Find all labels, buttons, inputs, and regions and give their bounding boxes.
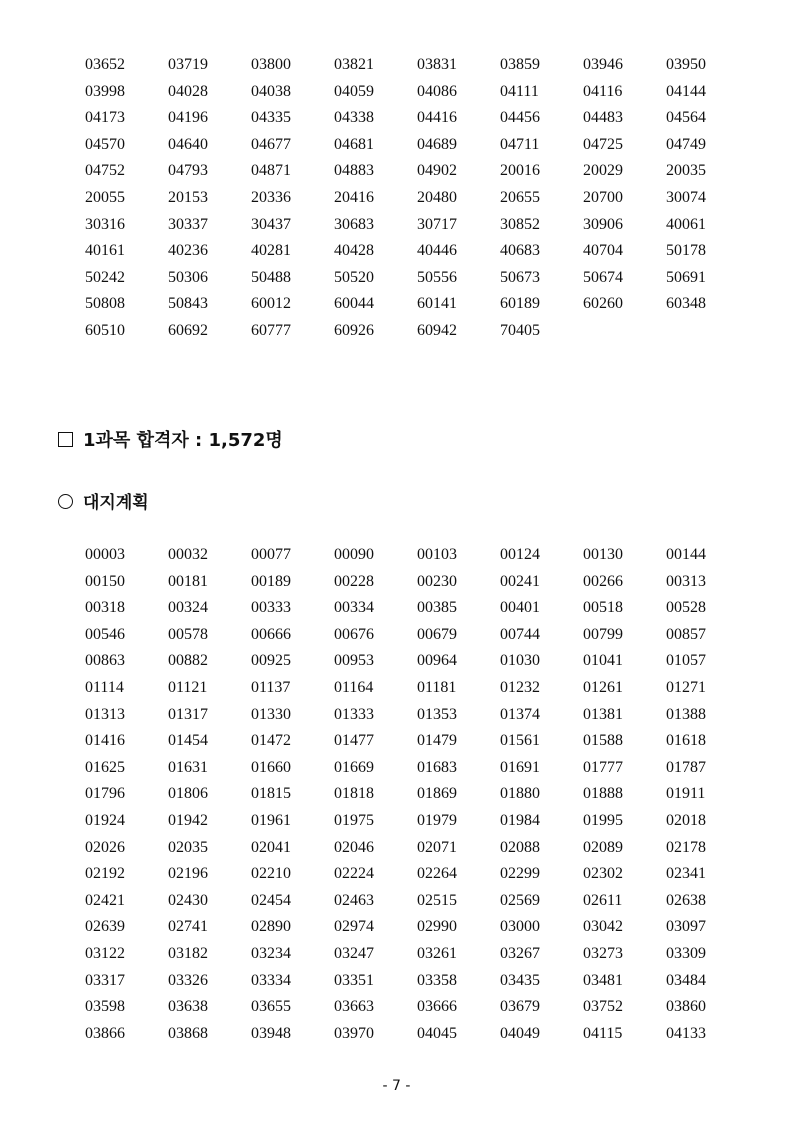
candidate-number: 04564 [666, 109, 706, 127]
candidate-number: 00318 [85, 599, 125, 617]
candidate-number: 00181 [168, 572, 208, 590]
candidate-number: 70405 [500, 321, 540, 339]
candidate-number: 02341 [666, 865, 706, 883]
candidate-number: 03821 [334, 56, 374, 73]
candidate-number: 03868 [168, 1024, 208, 1042]
candidate-number: 20029 [583, 162, 623, 180]
candidate-number: 60942 [417, 321, 457, 339]
candidate-number: 50556 [417, 268, 457, 286]
candidate-number: 00103 [417, 546, 457, 563]
candidate-number: 04115 [583, 1024, 623, 1042]
candidate-number: 30717 [417, 215, 457, 233]
page-number: - 7 - [382, 1078, 411, 1094]
candidate-number: 40704 [583, 242, 623, 260]
candidate-number: 02741 [168, 918, 208, 936]
candidate-number: 00077 [251, 546, 291, 563]
candidate-number: 40161 [85, 242, 125, 260]
candidate-number: 00189 [251, 572, 291, 590]
candidate-number: 01787 [666, 758, 706, 776]
candidate-number: 03666 [417, 998, 457, 1016]
candidate-number: 50242 [85, 268, 125, 286]
candidate-number: 50520 [334, 268, 374, 286]
candidate-number: 04640 [168, 135, 208, 153]
candidate-number: 03946 [583, 56, 623, 73]
candidate-number: 40236 [168, 242, 208, 260]
candidate-number: 02026 [85, 838, 125, 856]
candidate-number: 40061 [666, 215, 706, 233]
candidate-number: 30437 [251, 215, 291, 233]
candidate-number: 40446 [417, 242, 457, 260]
candidate-number: 03234 [251, 944, 291, 962]
candidate-number: 03655 [251, 998, 291, 1016]
candidate-number: 02088 [500, 838, 540, 856]
candidate-number: 04752 [85, 162, 125, 180]
candidate-number: 03182 [168, 944, 208, 962]
candidate-number: 03261 [417, 944, 457, 962]
candidate-number: 03970 [334, 1024, 374, 1042]
candidate-number: 01880 [500, 785, 540, 803]
candidate-number: 02264 [417, 865, 457, 883]
candidate-number: 60012 [251, 295, 291, 313]
candidate-number: 03831 [417, 56, 457, 73]
candidate-number: 03317 [85, 971, 125, 989]
candidate-number: 01691 [500, 758, 540, 776]
candidate-number: 50691 [666, 268, 706, 286]
candidate-number: 60926 [334, 321, 374, 339]
candidate-number: 00241 [500, 572, 540, 590]
candidate-number: 02569 [500, 891, 540, 909]
candidate-number: 02046 [334, 838, 374, 856]
candidate-number: 01924 [85, 811, 125, 829]
candidate-number: 01561 [500, 732, 540, 750]
candidate-number: 50673 [500, 268, 540, 286]
candidate-number: 01388 [666, 705, 706, 723]
candidate-number: 00090 [334, 546, 374, 563]
candidate-number: 04045 [417, 1024, 457, 1042]
candidate-number: 03484 [666, 971, 706, 989]
subsection-title: 대지계획 [83, 493, 149, 513]
candidate-number: 60260 [583, 295, 623, 313]
candidate-number: 04793 [168, 162, 208, 180]
candidate-number: 01114 [85, 678, 124, 696]
candidate-number: 01618 [666, 732, 706, 750]
candidate-number: 30074 [666, 188, 706, 206]
candidate-number: 01121 [168, 678, 208, 696]
candidate-number: 50488 [251, 268, 291, 286]
candidate-number: 03719 [168, 56, 208, 73]
candidate-number: 03638 [168, 998, 208, 1016]
candidate-number: 01979 [417, 811, 457, 829]
candidate-number: 02463 [334, 891, 374, 909]
candidate-number: 00228 [334, 572, 374, 590]
candidate-number: 00518 [583, 599, 623, 617]
candidate-number: 03267 [500, 944, 540, 962]
candidate-number: 60141 [417, 295, 457, 313]
candidate-number: 20035 [666, 162, 706, 180]
candidate-number: 01911 [666, 785, 706, 803]
candidate-number: 00863 [85, 652, 125, 670]
candidate-number: 01472 [251, 732, 291, 750]
candidate-number: 01869 [417, 785, 457, 803]
candidate-number: 01232 [500, 678, 540, 696]
candidate-number: 01942 [168, 811, 208, 829]
candidate-number: 03950 [666, 56, 706, 73]
candidate-number: 00964 [417, 652, 457, 670]
candidate-number: 00666 [251, 625, 291, 643]
candidate-number: 04681 [334, 135, 374, 153]
candidate-number: 02071 [417, 838, 457, 856]
candidate-number: 01374 [500, 705, 540, 723]
section-title: 1과목 합격자 : 1,572명 [83, 430, 283, 451]
candidate-number: 03859 [500, 56, 540, 73]
candidate-number: 04335 [251, 109, 291, 127]
section-heading [58, 426, 283, 452]
candidate-number: 01416 [85, 732, 125, 750]
candidate-number: 01137 [251, 678, 291, 696]
candidate-number: 00679 [417, 625, 457, 643]
candidate-number: 01261 [583, 678, 623, 696]
candidate-number: 50306 [168, 268, 208, 286]
candidate-number: 04133 [666, 1024, 706, 1042]
candidate-number: 01271 [666, 678, 706, 696]
candidate-number: 01164 [334, 678, 374, 696]
candidate-number: 01625 [85, 758, 125, 776]
candidate-number: 02192 [85, 865, 125, 883]
candidate-number: 03663 [334, 998, 374, 1016]
candidate-number-list-top [85, 52, 749, 345]
candidate-number: 04483 [583, 109, 623, 127]
candidate-number: 60510 [85, 321, 125, 339]
circle-bullet-icon [58, 494, 73, 509]
candidate-number: 04049 [500, 1024, 540, 1042]
candidate-number: 00230 [417, 572, 457, 590]
candidate-number: 00953 [334, 652, 374, 670]
candidate-number: 20336 [251, 188, 291, 206]
candidate-number: 03042 [583, 918, 623, 936]
candidate-number: 00150 [85, 572, 125, 590]
candidate-number: 00925 [251, 652, 291, 670]
candidate-number: 01660 [251, 758, 291, 776]
candidate-number: 04111 [500, 82, 539, 100]
candidate-number: 03326 [168, 971, 208, 989]
candidate-number: 00313 [666, 572, 706, 590]
candidate-number: 01057 [666, 652, 706, 670]
candidate-number: 01313 [85, 705, 125, 723]
candidate-number: 02890 [251, 918, 291, 936]
candidate-number: 20055 [85, 188, 125, 206]
candidate-number: 03122 [85, 944, 125, 962]
candidate-number: 04749 [666, 135, 706, 153]
candidate-number: 60189 [500, 295, 540, 313]
candidate-number: 01479 [417, 732, 457, 750]
candidate-number: 03598 [85, 998, 125, 1016]
candidate-number: 00032 [168, 546, 208, 563]
candidate-number: 01030 [500, 652, 540, 670]
candidate-number: 01961 [251, 811, 291, 829]
candidate-number: 03752 [583, 998, 623, 1016]
candidate-number: 04086 [417, 82, 457, 100]
candidate-number: 03800 [251, 56, 291, 73]
subsection-heading [58, 488, 149, 513]
candidate-number: 50843 [168, 295, 208, 313]
candidate-number: 04196 [168, 109, 208, 127]
candidate-number: 02089 [583, 838, 623, 856]
candidate-number: 00744 [500, 625, 540, 643]
candidate-number: 50178 [666, 242, 706, 260]
candidate-number: 03481 [583, 971, 623, 989]
candidate-number: 03358 [417, 971, 457, 989]
candidate-number: 03998 [85, 82, 125, 100]
candidate-number: 02454 [251, 891, 291, 909]
candidate-number: 00334 [334, 599, 374, 617]
candidate-number: 00676 [334, 625, 374, 643]
candidate-number: 01796 [85, 785, 125, 803]
candidate-number: 00333 [251, 599, 291, 617]
candidate-number: 04028 [168, 82, 208, 100]
candidate-number-list-bottom [85, 542, 749, 1047]
candidate-number: 20480 [417, 188, 457, 206]
candidate-number: 04902 [417, 162, 457, 180]
candidate-number: 02035 [168, 838, 208, 856]
candidate-number: 03097 [666, 918, 706, 936]
candidate-number: 03334 [251, 971, 291, 989]
candidate-number: 01777 [583, 758, 623, 776]
candidate-number: 00799 [583, 625, 623, 643]
candidate-number: 60044 [334, 295, 374, 313]
candidate-number: 01381 [583, 705, 623, 723]
candidate-number: 01333 [334, 705, 374, 723]
candidate-number: 01041 [583, 652, 623, 670]
candidate-number: 04059 [334, 82, 374, 100]
candidate-number: 02639 [85, 918, 125, 936]
candidate-number: 30683 [334, 215, 374, 233]
checkbox-square-icon [58, 432, 73, 447]
candidate-number: 30316 [85, 215, 125, 233]
candidate-number: 02421 [85, 891, 125, 909]
candidate-number: 03247 [334, 944, 374, 962]
candidate-number: 02210 [251, 865, 291, 883]
candidate-number: 02224 [334, 865, 374, 883]
candidate-number: 04570 [85, 135, 125, 153]
candidate-number: 01631 [168, 758, 208, 776]
candidate-number: 60348 [666, 295, 706, 313]
candidate-number: 01181 [417, 678, 457, 696]
candidate-number: 03652 [85, 56, 125, 73]
candidate-number: 02302 [583, 865, 623, 883]
candidate-number: 00003 [85, 546, 125, 563]
candidate-number: 04711 [500, 135, 540, 153]
candidate-number: 00857 [666, 625, 706, 643]
candidate-number: 30906 [583, 215, 623, 233]
candidate-number: 30852 [500, 215, 540, 233]
candidate-number: 01330 [251, 705, 291, 723]
candidate-number: 01984 [500, 811, 540, 829]
candidate-number: 04116 [583, 82, 623, 100]
candidate-number: 01683 [417, 758, 457, 776]
candidate-number: 30337 [168, 215, 208, 233]
candidate-number: 01477 [334, 732, 374, 750]
candidate-number: 03435 [500, 971, 540, 989]
candidate-number: 03860 [666, 998, 706, 1016]
candidate-number: 01888 [583, 785, 623, 803]
candidate-number: 03351 [334, 971, 374, 989]
candidate-number: 01454 [168, 732, 208, 750]
candidate-number: 04725 [583, 135, 623, 153]
candidate-number: 00144 [666, 546, 706, 563]
candidate-number: 04689 [417, 135, 457, 153]
candidate-number: 02196 [168, 865, 208, 883]
candidate-number: 02990 [417, 918, 457, 936]
candidate-number: 00401 [500, 599, 540, 617]
candidate-number: 01818 [334, 785, 374, 803]
candidate-number: 04338 [334, 109, 374, 127]
candidate-number: 40683 [500, 242, 540, 260]
candidate-number: 04456 [500, 109, 540, 127]
candidate-number: 04173 [85, 109, 125, 127]
candidate-number: 02041 [251, 838, 291, 856]
candidate-number: 00528 [666, 599, 706, 617]
candidate-number: 04677 [251, 135, 291, 153]
candidate-number: 03679 [500, 998, 540, 1016]
candidate-number: 20016 [500, 162, 540, 180]
candidate-number: 00324 [168, 599, 208, 617]
candidate-number: 00266 [583, 572, 623, 590]
candidate-number: 20416 [334, 188, 374, 206]
candidate-number: 00546 [85, 625, 125, 643]
candidate-number: 02611 [583, 891, 623, 909]
candidate-number: 04883 [334, 162, 374, 180]
candidate-number: 01669 [334, 758, 374, 776]
candidate-number: 01995 [583, 811, 623, 829]
candidate-number: 50674 [583, 268, 623, 286]
candidate-number: 20153 [168, 188, 208, 206]
candidate-number: 20655 [500, 188, 540, 206]
candidate-number: 03948 [251, 1024, 291, 1042]
candidate-number: 50808 [85, 295, 125, 313]
candidate-number: 00124 [500, 546, 540, 563]
candidate-number: 04871 [251, 162, 291, 180]
candidate-number: 20700 [583, 188, 623, 206]
candidate-number: 40428 [334, 242, 374, 260]
candidate-number: 03000 [500, 918, 540, 936]
candidate-number: 01317 [168, 705, 208, 723]
candidate-number: 01815 [251, 785, 291, 803]
candidate-number: 40281 [251, 242, 291, 260]
candidate-number: 03309 [666, 944, 706, 962]
candidate-number: 60777 [251, 321, 291, 339]
candidate-number: 02299 [500, 865, 540, 883]
candidate-number: 02974 [334, 918, 374, 936]
candidate-number: 01975 [334, 811, 374, 829]
candidate-number: 03273 [583, 944, 623, 962]
candidate-number: 04038 [251, 82, 291, 100]
candidate-number: 04144 [666, 82, 706, 100]
candidate-number: 02430 [168, 891, 208, 909]
candidate-number: 04416 [417, 109, 457, 127]
candidate-number: 00385 [417, 599, 457, 617]
candidate-number: 02178 [666, 838, 706, 856]
candidate-number: 01353 [417, 705, 457, 723]
candidate-number: 00882 [168, 652, 208, 670]
candidate-number: 00578 [168, 625, 208, 643]
candidate-number: 01806 [168, 785, 208, 803]
candidate-number: 02638 [666, 891, 706, 909]
candidate-number: 03866 [85, 1024, 125, 1042]
candidate-number: 02018 [666, 811, 706, 829]
candidate-number: 60692 [168, 321, 208, 339]
candidate-number: 02515 [417, 891, 457, 909]
candidate-number: 01588 [583, 732, 623, 750]
candidate-number: 00130 [583, 546, 623, 563]
